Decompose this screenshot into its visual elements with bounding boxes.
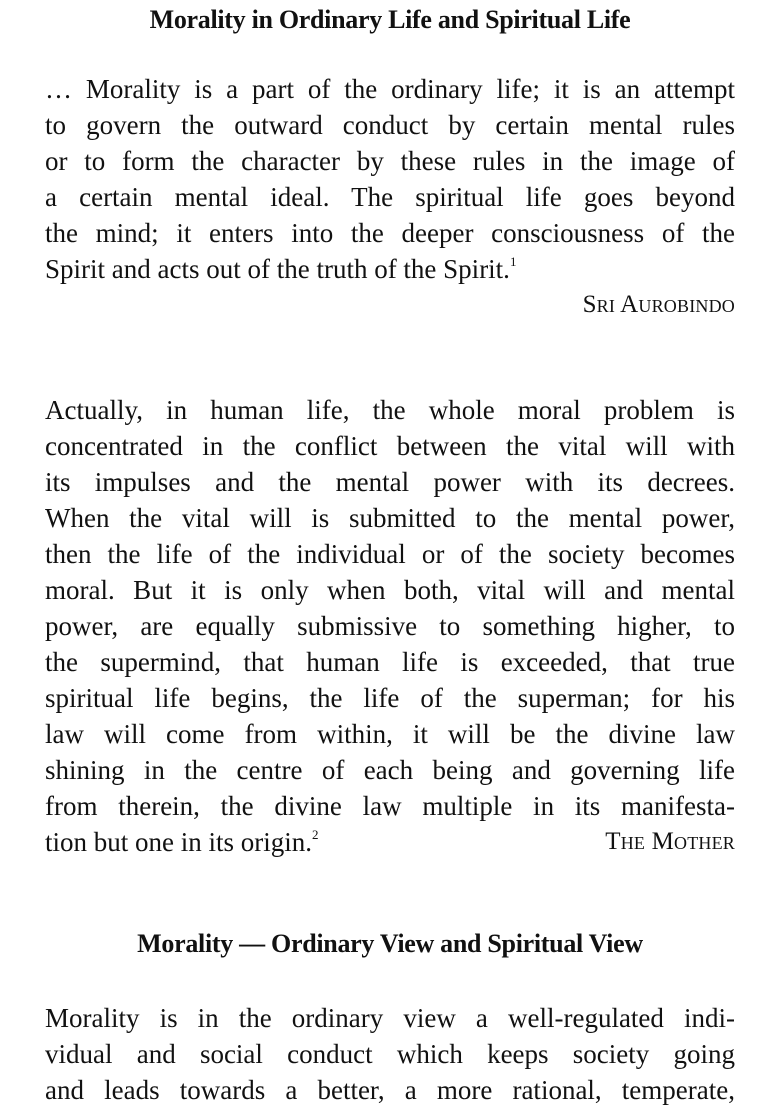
attribution-the-mother: The Mother xyxy=(605,828,735,855)
text-line: to govern the outward conduct by certain mental rules xyxy=(45,110,735,140)
footnote-marker: 2 xyxy=(312,827,319,842)
text-line: its impulses and the mental power with its decrees. xyxy=(45,467,735,497)
text-line: When the vital will is submitted to the mental power, xyxy=(45,503,735,533)
text-line: the supermind, that human life is exceeded, that true xyxy=(45,647,735,677)
text-line: and leads towards a better, a more rational, temperate, xyxy=(45,1075,735,1105)
text-line: Actually, in human life, the whole moral problem is xyxy=(45,395,735,425)
text-line-last xyxy=(45,251,735,287)
attribution-sri-aurobindo: Sri Aurobindo xyxy=(582,291,735,318)
text-line: or to form the character by these rules in the image of xyxy=(45,146,735,176)
text-line: shining in the centre of each being and governing life xyxy=(45,755,735,785)
text-line: from therein, the divine law multiple in its manifesta- xyxy=(45,791,735,821)
text-line: law will come from within, it will be the divine law xyxy=(45,719,735,749)
text-line: tion but one in its origin. xyxy=(45,827,312,857)
text-line: concentrated in the conflict between the vital will with xyxy=(45,431,735,461)
paragraph-ordinary-view xyxy=(45,1000,735,1108)
attribution-line xyxy=(45,287,735,323)
text-line: spiritual life begins, the life of the superman; for his xyxy=(45,683,735,713)
text-line-last xyxy=(45,824,319,860)
text-line: Morality is in the ordinary view a well-regulated indi- xyxy=(45,1003,735,1033)
footnote-marker: 1 xyxy=(509,254,517,269)
text-line: Spirit and acts out of the truth of the Spirit. xyxy=(45,254,510,284)
text-line: a certain mental ideal. The spiritual life goes beyond xyxy=(45,182,735,212)
section-heading-1: Morality in Ordinary Life and Spiritual Life xyxy=(149,5,631,34)
text-line: power, are equally submissive to something higher, to xyxy=(45,611,735,641)
text-line: then the life of the individual or of the society becomes xyxy=(45,539,735,569)
text-line-last-with-attribution xyxy=(45,824,735,860)
quote-sri-aurobindo xyxy=(45,71,735,323)
section-heading-2: Morality — Ordinary View and Spiritual View xyxy=(137,929,643,958)
text-line: the mind; it enters into the deeper consciousness of the xyxy=(45,218,735,248)
quote-the-mother xyxy=(45,392,735,860)
text-line: moral. But it is only when both, vital will and mental xyxy=(45,575,735,605)
text-line: … Morality is a part of the ordinary life; it is an attempt xyxy=(45,74,735,104)
text-line: vidual and social conduct which keeps society going xyxy=(45,1039,735,1069)
